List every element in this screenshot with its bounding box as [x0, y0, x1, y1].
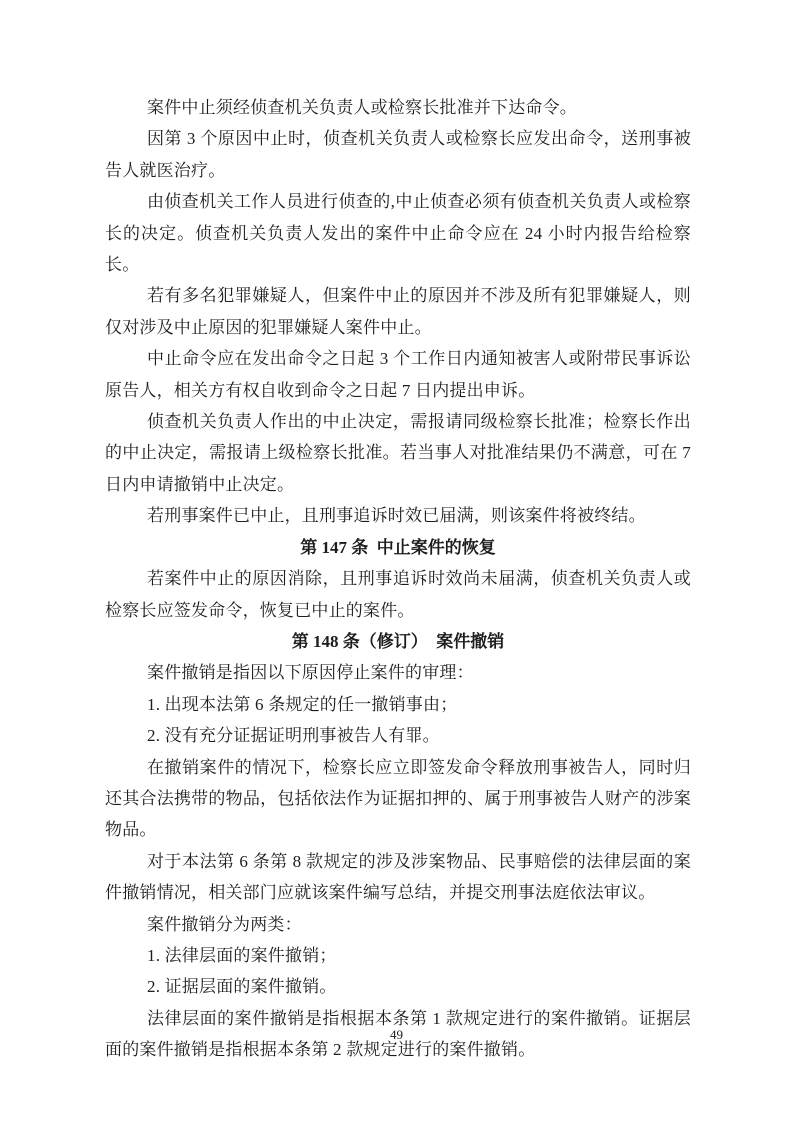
page-number: 49 — [390, 1027, 403, 1042]
paragraph: 案件撤销分为两类： — [147, 914, 302, 934]
list-item: 2. 证据层面的案件撤销。 — [147, 977, 337, 997]
list-item: 2. 没有充分证据证明刑事被告人有罪。 — [147, 726, 440, 746]
list-item: 1. 出现本法第 6 条规定的任一撤销事由； — [147, 694, 458, 714]
paragraph: 法律层面的案件撤销是指根据本条第 1 款规定进行的案件撤销。证据层面的案件撤销是指根据本条第 2 款规定进行的案件撤销。 — [105, 1008, 691, 1060]
paragraph: 中止命令应在发出命令之日起 3 个工作日内通知被害人或附带民事诉讼原告人，相关方有权自收到命令之日起 7 日内提出申诉。 — [105, 349, 691, 400]
paragraph: 在撤销案件的情况下，检察长应立即签发命令释放刑事被告人，同时归还其合法携带的物品，包括依法作为证据扣押的、属于刑事被告人财产的涉案物品。 — [105, 757, 691, 840]
paragraph: 若有多名犯罪嫌疑人，但案件中止的原因并不涉及所有犯罪嫌疑人，则仅对涉及中止原因的犯罪嫌疑人案件中止。 — [105, 286, 691, 337]
paragraph: 对于本法第 6 条第 8 款规定的涉及涉案物品、民事赔偿的法律层面的案件撤销情况，相关部门应就该案件编写总结，并提交刑事法庭依法审议。 — [105, 851, 691, 903]
paragraph: 由侦查机关工作人员进行侦查的,中止侦查必须有侦查机关负责人或检察长的决定。侦查机关负责人发出的案件中止命令应在 24 小时内报告给检察长。 — [105, 192, 691, 275]
document-body — [105, 92, 691, 1066]
paragraph: 案件中止须经侦查机关负责人或检察长批准并下达命令。 — [147, 98, 577, 117]
heading-article-148: 第 148 条（修订） 案件撤销 — [291, 631, 505, 651]
list-item: 1. 法律层面的案件撤销； — [147, 945, 337, 965]
paragraph: 若案件中止的原因消除，且刑事追诉时效尚未届满，侦查机关负责人或检察长应签发命令，恢复已中止的案件。 — [105, 569, 691, 620]
paragraph: 若刑事案件已中止，且刑事追诉时效已届满，则该案件将被终结。 — [147, 506, 646, 526]
paragraph: 侦查机关负责人作出的中止决定，需报请同级检察长批准；检察长作出的中止决定，需报请上级检察长批准。若当事人对批准结果仍不满意，可在 7 日内申请撤销中止决定。 — [105, 412, 691, 494]
paragraph: 因第 3 个原因中止时，侦查机关负责人或检察长应发出命令，送刑事被告人就医治疗。 — [105, 129, 691, 180]
paragraph: 案件撤销是指因以下原因停止案件的审理： — [147, 663, 474, 683]
heading-article-147: 第 147 条 中止案件的恢复 — [300, 537, 496, 557]
